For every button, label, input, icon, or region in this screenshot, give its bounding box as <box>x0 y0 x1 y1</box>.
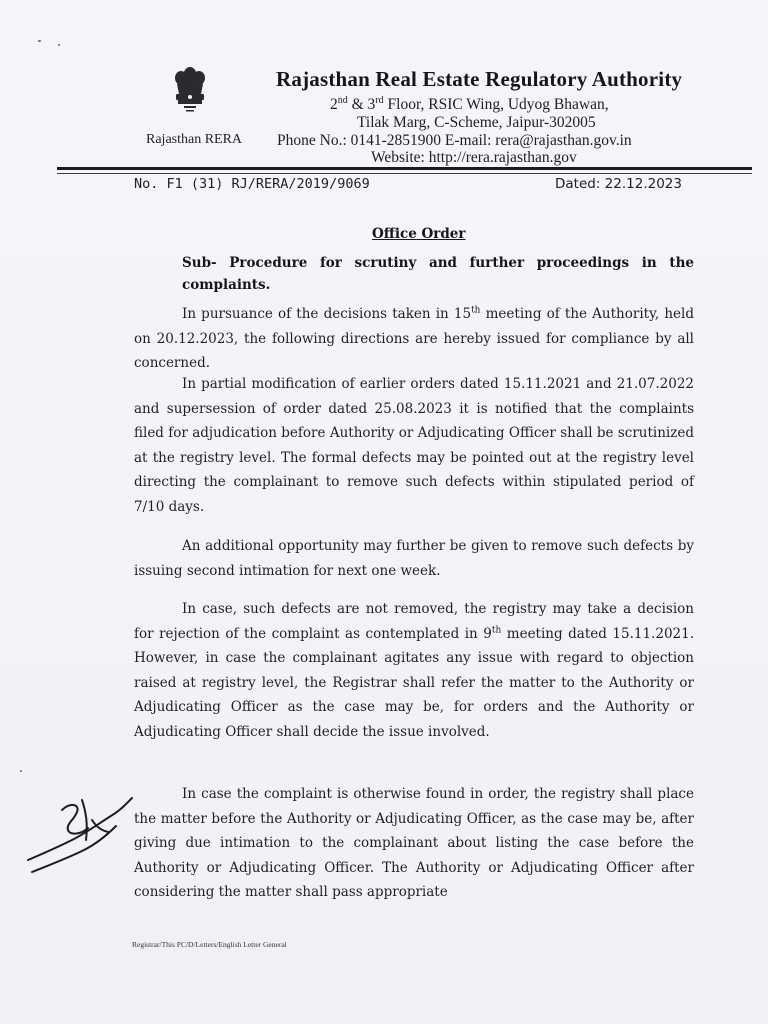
footer-file-reference: Registrar/This PC/D/Letters/English Letter General <box>132 940 287 949</box>
paragraph-4-text-b: meeting dated 15.11.2021. However, in case the complainant agitates any issue with regard to objection raised at registry level, the Registrar shall refer the matter to the Authority or Adjudicating Officer as the case may be, for orders and the Authority or Adjudicating Officer shall decide the issue involved. <box>134 625 694 740</box>
paragraph-1 <box>134 302 694 376</box>
order-subject: Sub- Procedure for scrutiny and further proceedings in the complaints. <box>182 255 694 293</box>
paragraph-4-sup: th <box>491 625 502 635</box>
paragraph-2: In partial modification of earlier orders dated 15.11.2021 and 21.07.2022 and supersession of order dated 25.08.2023 it is notified that the complaints filed for adjudication before Authority or Adjudicating Officer shall be scrutinized at the registry level. The formal defects may be pointed out at the registry level directing the complainant to remove such defects within stipulated period of 7/10 days. <box>134 376 694 515</box>
header-rule-thin <box>57 173 752 174</box>
paragraph-5: In case the complaint is otherwise found in order, the registry shall place the matter before the Authority or Adjudicating Officer, as the case may be, after giving due intimation to the complainant about listing the case before the Authority or Adjudicating Officer. The Authority or Adjudicating Officer after considering the matter shall pass appropriate <box>134 786 694 900</box>
org-short-name: Rajasthan RERA <box>146 132 243 147</box>
address-line-1 <box>330 95 609 114</box>
paragraph-3: An additional opportunity may further be given to remove such defects by issuing second intimation for next one week. <box>134 538 694 579</box>
address-floor-3-sup: rd <box>375 95 384 106</box>
paragraph-4-text-a: In case, such defects are not removed, the registry may take a decision for rejection of the complaint as contemplated in 9 <box>134 601 694 642</box>
handwritten-signature <box>22 790 142 880</box>
address-line-2: Tilak Marg, C-Scheme, Jaipur-302005 <box>357 114 596 131</box>
address-floor-3: & 3 <box>347 96 376 114</box>
website-line: Website: http://rera.rajasthan.gov <box>371 149 577 166</box>
reference-date: Dated: 22.12.2023 <box>555 176 682 192</box>
address-floor-2: 2 <box>330 96 338 114</box>
paragraph-1-sup: th <box>471 305 481 316</box>
scan-speck <box>58 44 60 46</box>
contact-line: Phone No.: 0141-2851900 E-mail: rera@rajasthan.gov.in <box>277 132 632 149</box>
org-title: Rajasthan Real Estate Regulatory Authority <box>276 67 683 91</box>
header-rule-thick <box>57 167 752 170</box>
address-line-1-rest: Floor, RSIC Wing, Udyog Bhawan, <box>383 96 609 114</box>
state-emblem-icon <box>168 64 212 134</box>
reference-number: No. F1 (31) RJ/RERA/2019/9069 <box>134 176 370 192</box>
emblem-graphic <box>168 64 212 134</box>
paragraph-1-text-b: meeting of the Authority, held on 20.12.2023, the following directions are hereby issued for compliance by all concerned. <box>134 306 694 371</box>
paragraph-1-text-a: In pursuance of the decisions taken in 15 <box>182 306 472 322</box>
scan-speck <box>38 40 41 42</box>
paragraph-4 <box>134 597 694 744</box>
order-title: Office Order <box>372 226 466 242</box>
scan-speck <box>20 770 22 772</box>
address-floor-2-sup: nd <box>337 95 348 106</box>
